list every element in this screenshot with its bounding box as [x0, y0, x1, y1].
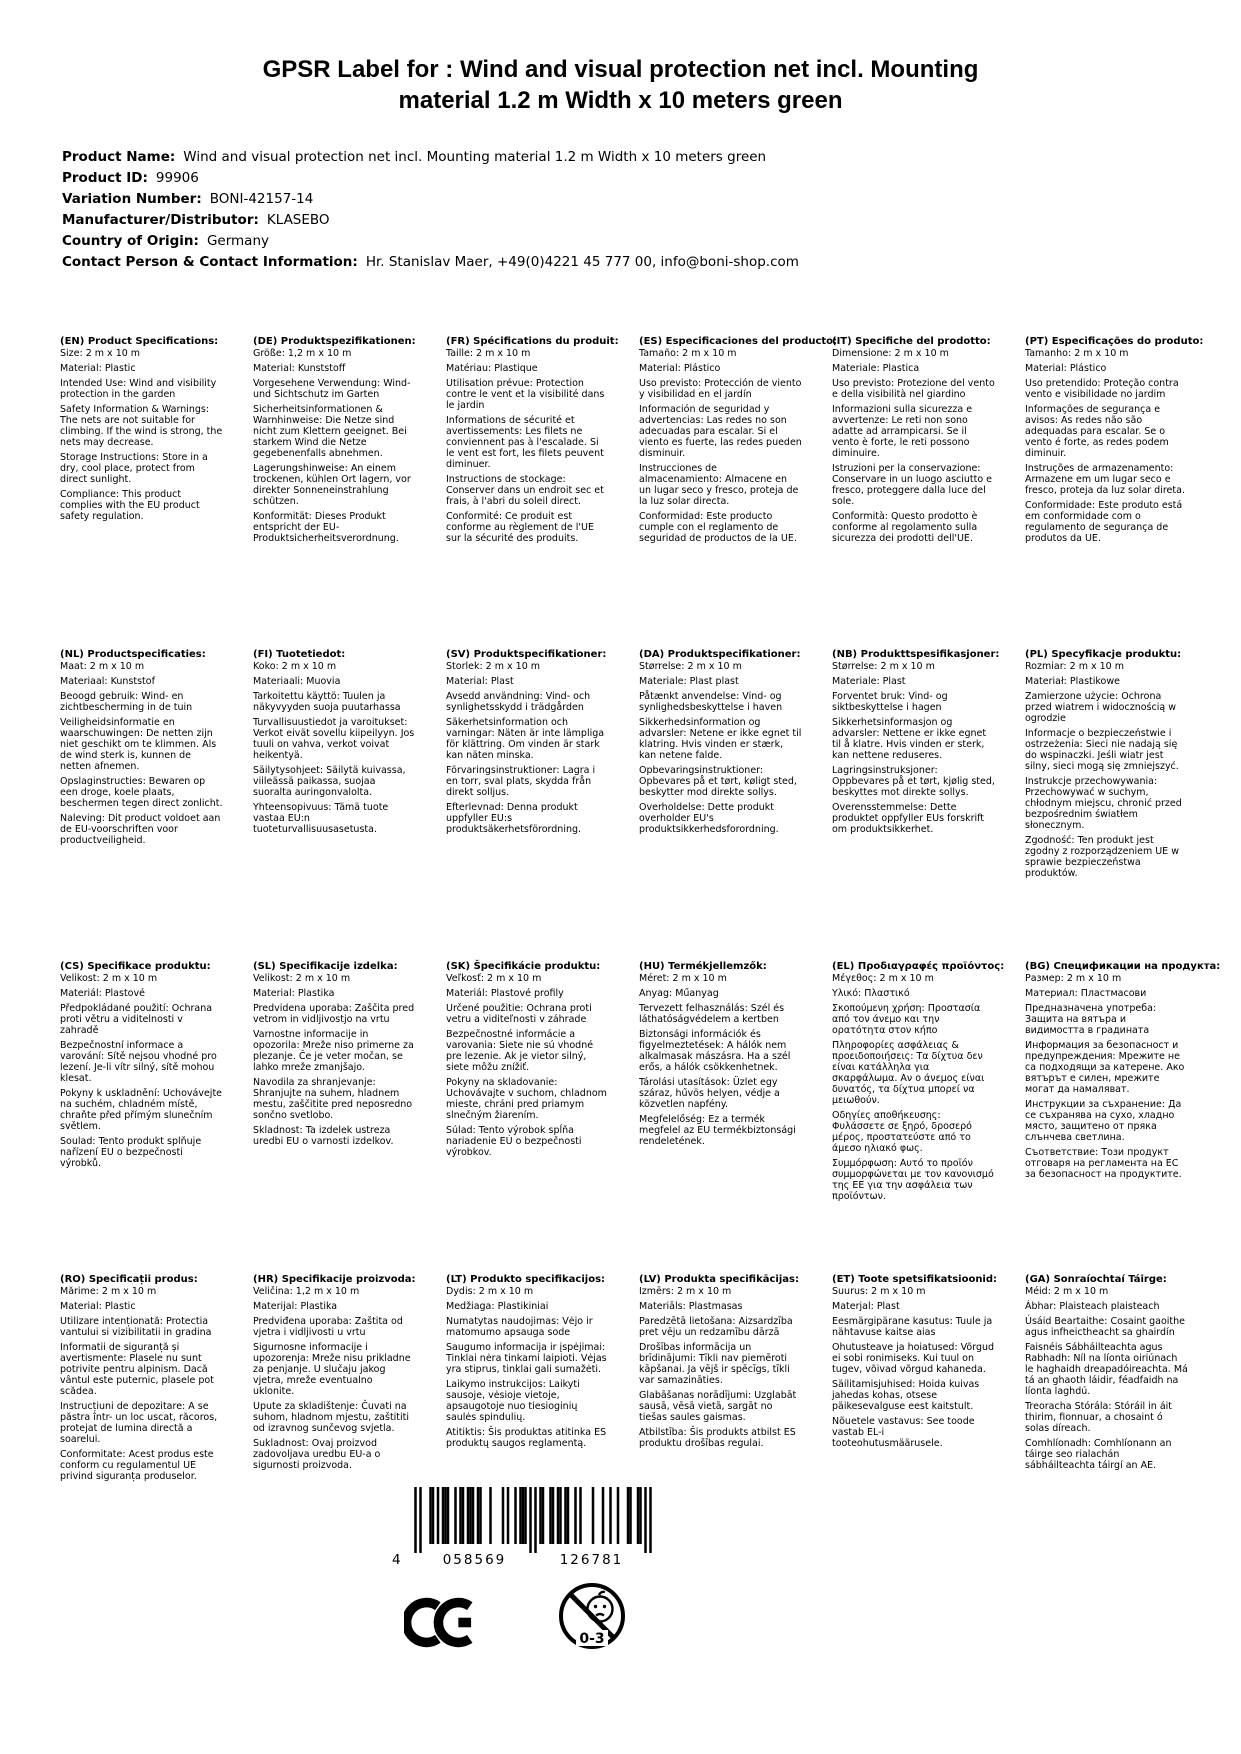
spec-paragraph: Uso pretendido: Proteção contra vento e visibilidade no jardim — [1025, 378, 1179, 400]
spec-paragraph: Instructions de stockage: Conserver dans un endroit sec et frais, à l'abri du soleil direct. — [446, 474, 604, 507]
product-info-value: KLASEBO — [266, 212, 330, 228]
spec-paragraph: Utilisation prévue: Protection contre le vent et la visibilité dans le jardin — [446, 378, 605, 411]
spec-header: (EL) Προδιαγραφές προϊόντος: — [832, 961, 1005, 972]
spec-paragraph: Informazioni sulla sicurezza e avvertenze: Le reti non sono adatte ad arrampicarsi. Se il vento è forte, le reti possono diminuire. — [832, 404, 973, 459]
spec-paragraph: Οδηγίες αποθήκευσης: Φυλάσσετε σε ξηρό, δροσερό μέρος, προστατεύστε από το άμεσο ηλιακό φως. — [832, 1110, 972, 1154]
spec-paragraph: Materijal: Plastika — [253, 1300, 338, 1312]
spec-paragraph: Maat: 2 m x 10 m — [60, 660, 145, 672]
spec-paragraph: Materiāls: Plastmasas — [639, 1300, 743, 1312]
spec-block-hu — [639, 961, 802, 1274]
spec-paragraph: Méret: 2 m x 10 m — [639, 973, 727, 984]
spec-block-et — [832, 1273, 998, 1587]
spec-paragraph: Größe: 1,2 m x 10 m — [253, 348, 352, 359]
spec-paragraph: Tamanho: 2 m x 10 m — [1025, 348, 1129, 359]
spec-paragraph: Conformidade: Este produto está em conformidade com o regulamento de segurança de produtos da UE. — [1025, 500, 1183, 544]
spec-block-fr — [446, 336, 619, 649]
product-info-label: Product ID: — [62, 170, 148, 186]
spec-paragraph: Určené použitie: Ochrana proti vetru a viditeľnosti v záhrade — [446, 1003, 592, 1025]
spec-paragraph: Materiál: Plastové profily — [446, 988, 564, 999]
spec-header: (DE) Produktspezifikationen: — [253, 336, 416, 347]
spec-paragraph: Påtænkt anvendelse: Vind- og synlighedsbeskyttelse i haven — [639, 690, 783, 713]
spec-block-pl — [1025, 649, 1188, 962]
spec-header: (NB) Produkttspesifikasjoner: — [832, 648, 1000, 660]
spec-paragraph: Soulad: Tento produkt splňuje nařízení EU o bezpečnosti výrobků. — [60, 1136, 202, 1169]
spec-grid — [60, 336, 1221, 1586]
spec-paragraph: Sigurnosne informacije i upozorenja: Mreže nisu prikladne za penjanje. U slučaju jakog vjetra, mreže eventualno uklonite. — [253, 1341, 411, 1397]
spec-paragraph: Tervezett felhasználás: Szél és láthatóságvédelem a kertben — [639, 1003, 785, 1025]
spec-paragraph: Instrucțiuni de depozitare: A se păstra într- un loc uscat, răcoros, protejat de lumina directă a soarelui. — [60, 1400, 218, 1445]
spec-block-de — [253, 336, 416, 649]
spec-paragraph: Συμμόρφωση: Αυτό το προϊόν συμμορφώνεται με τον κανονισμό της ΕΕ για την ασφάλεια των προϊόντων. — [832, 1158, 994, 1202]
spec-paragraph: Méid: 2 m x 10 m — [1025, 1285, 1109, 1297]
spec-header: (SK) Špecifikácie produktu: — [446, 961, 601, 972]
spec-paragraph: Υλικό: Πλαστικό — [832, 988, 910, 999]
page-title-text: GPSR Label for : Wind and visual protection net incl. Mounting material 1.2 m Width x 10 meters green — [262, 56, 979, 114]
spec-paragraph: Uso previsto: Protección de viento y visibilidad en el jardín — [639, 378, 802, 400]
product-info-value: BONI-42157-14 — [209, 191, 314, 207]
product-info — [62, 147, 1181, 273]
product-info-value: Germany — [206, 233, 269, 249]
spec-paragraph: Размер: 2 m x 10 m — [1025, 973, 1122, 984]
product-info-value: Hr. Stanislav Maer, +49(0)4221 45 777 00, info@boni-shop.com — [365, 254, 799, 270]
spec-header: (RO) Specificații produs: — [60, 1273, 198, 1285]
spec-block-bg — [1025, 961, 1221, 1274]
spec-paragraph: Størrelse: 2 m x 10 m — [832, 660, 935, 672]
spec-paragraph: Πληροφορίες ασφάλειας & προειδοποιήσεις: Τα δίχτυα δεν είναι κατάλληλα για σκαρφάλωμα. Αν ο άνεμος είναι δυνατός, τα δίχτυα μπορεί να μειωθούν. — [832, 1040, 985, 1106]
spec-header: (NL) Productspecificaties: — [60, 648, 206, 660]
spec-paragraph: Predviđena uporaba: Zaštita od vjetra i vidljivosti u vrtu — [253, 1315, 403, 1338]
spec-paragraph: Conformidad: Este producto cumple con el reglamento de seguridad de productos de la UE. — [639, 511, 797, 544]
spec-paragraph: Materiał: Plastikowe — [1025, 675, 1120, 687]
spec-paragraph: Materjal: Plast — [832, 1300, 900, 1312]
spec-paragraph: Megfelelőség: Ez a termék megfelel az EU termékbiztonsági rendeletének. — [639, 1114, 796, 1147]
spec-paragraph: Säilytysohjeet: Säilytä kuivassa, viileässä paikassa, suojaa suoralta auringonvalolta. — [253, 764, 406, 798]
spec-paragraph: Laikymo instrukcijos: Laikyti sausoje, vėsioje vietoje, apsaugotoje nuo tiesioginių saulės spindulių. — [446, 1378, 580, 1423]
spec-paragraph: Säilitamisjuhised: Hoida kuivas jahedas kohas, otsese päikesevalguse eest kaitstult. — [832, 1378, 980, 1412]
spec-paragraph: Glabāšanas norādījumi: Uzglabāt sausā, vēsā vietā, sargāt no tiešas saules gaismas. — [639, 1389, 797, 1423]
spec-paragraph: Paredzētā lietošana: Aizsardzība pret vēju un redzamību dārzā — [639, 1315, 793, 1338]
spec-block-el — [832, 961, 1005, 1274]
spec-paragraph: Skladnost: Ta izdelek ustreza uredbi EU o varnosti izdelkov. — [253, 1125, 394, 1147]
spec-paragraph: Treoracha Stórála: Stóráil in áit thirim, fionnuar, a chosaint ó solas díreach. — [1025, 1400, 1173, 1434]
spec-paragraph: Intended Use: Wind and visibility protection in the garden — [60, 378, 217, 400]
spec-paragraph: Materiál: Plastové — [60, 988, 145, 999]
spec-paragraph: Forventet bruk: Vind- og siktbeskyttelse i hagen — [832, 690, 948, 713]
spec-paragraph: Zgodność: Ten produkt jest zgodny z rozporządzeniem UE w sprawie bezpieczeństwa produktów. — [1025, 834, 1179, 879]
spec-header: (LT) Produkto specifikacijos: — [446, 1273, 606, 1285]
spec-paragraph: Предназначена употреба: Защита на вятъра и видимостта в градината — [1025, 1003, 1157, 1036]
spec-paragraph: Pokyny k uskladnění: Uchovávejte na suchém, chladném místě, chraňte před přímým slunečním světlem. — [60, 1088, 223, 1132]
spec-paragraph: Utilizare intenționată: Protectia vantului si vizibilitatii in gradina — [60, 1315, 212, 1338]
spec-header: (ET) Toote spetsifikatsioonid: — [832, 1273, 998, 1285]
spec-paragraph: Μέγεθος: 2 m x 10 m — [832, 973, 934, 984]
spec-block-en — [60, 336, 223, 649]
spec-paragraph: Sukladnost: Ovaj proizvod zadovoljava uredbu EU-a o sigurnosti proizvoda. — [253, 1437, 381, 1471]
spec-paragraph: Ábhar: Plaisteach plaisteach — [1025, 1300, 1160, 1312]
spec-block-pt — [1025, 336, 1204, 649]
spec-paragraph: Atitiktis: Šis produktas atitinka ES produktų saugos reglamentą. — [446, 1426, 607, 1449]
spec-paragraph: Uso previsto: Protezione del vento e della visibilità nel giardino — [832, 378, 995, 400]
product-info-value: Wind and visual protection net incl. Mounting material 1.2 m Width x 10 meters green — [183, 149, 767, 165]
spec-paragraph: Drošības informācija un brīdinājumi: Tīkli nav piemēroti kāpšanai. Ja vējš ir spēcīgs, tīkli var samazināties. — [639, 1341, 790, 1386]
spec-header: (BG) Спецификации на продукта: — [1025, 961, 1221, 972]
spec-paragraph: Instrucciones de almacenamiento: Almacene en un lugar seco y fresco, proteja de la luz solar directa. — [639, 463, 799, 507]
product-info-line — [62, 189, 1181, 210]
spec-paragraph: Material: Plástico — [639, 363, 721, 374]
spec-paragraph: Izmērs: 2 m x 10 m — [639, 1285, 732, 1297]
spec-paragraph: Súlad: Tento výrobok spĺňa nariadenie EÚ o bezpečnosti výrobkov. — [446, 1125, 582, 1158]
spec-paragraph: Taille: 2 m x 10 m — [446, 348, 531, 359]
spec-header: (SV) Produktspecifikationer: — [446, 648, 607, 660]
spec-header: (HU) Termékjellemzők: — [639, 961, 767, 972]
spec-block-fi — [253, 649, 416, 962]
spec-paragraph: Materiale: Plast plast — [639, 675, 739, 687]
spec-header: (HR) Specifikacije proizvoda: — [253, 1273, 416, 1285]
spec-paragraph: Lagringsinstruksjoner: Oppbevares på et tørt, kjølig sted, beskyttes mot direkte sollys. — [832, 764, 995, 798]
barcode-digit-first: 4 — [392, 1552, 401, 1568]
spec-paragraph: Materiale: Plast — [832, 675, 906, 687]
spec-paragraph: Veiligheidsinformatie en waarschuwingen: De netten zijn niet geschikt om te klimmen. Als de wind sterk is, kunnen de netten afnemen. — [60, 716, 217, 772]
spec-paragraph: Overensstemmelse: Dette produktet oppfyller EUs forskrift om produktsikkerhet. — [832, 801, 985, 835]
spec-paragraph: Saugumo informacija ir įspėjimai: Tinklai nėra tinkami laipioti. Vėjas yra stiprus, tinklai gali sumažėti. — [446, 1341, 607, 1375]
spec-paragraph: Dydis: 2 m x 10 m — [446, 1285, 534, 1297]
spec-block-it — [832, 336, 995, 649]
product-info-label: Contact Person & Contact Information: — [62, 254, 358, 270]
spec-paragraph: Material: Plastic — [60, 1300, 136, 1312]
spec-header: (PL) Specyfikacje produktu: — [1025, 648, 1182, 660]
spec-header: (IT) Specifiche del prodotto: — [832, 336, 991, 347]
spec-paragraph: Varnostne informacije in opozorila: Mreže niso primerne za plezanje. Če je veter močan, se lahko mreže zmanjšajo. — [253, 1029, 414, 1073]
spec-paragraph: Suurus: 2 m x 10 m — [832, 1285, 926, 1297]
spec-paragraph: Safety Information & Warnings: The nets are not suitable for climbing. If the wind is strong, the nets may decrease. — [60, 404, 223, 448]
spec-paragraph: Úsáid Beartaithe: Cosaint gaoithe agus infheictheacht sa ghairdín — [1025, 1315, 1186, 1338]
spec-paragraph: Turvallisuustiedot ja varoitukset: Verkot eivät sovellu kiipeilyyn. Jos tuuli on vahva, verkot voivat heikentyä. — [253, 716, 415, 761]
spec-paragraph: Материал: Пластмасови — [1025, 988, 1147, 999]
product-info-line — [62, 252, 1181, 273]
barcode-bars — [414, 1487, 652, 1553]
spec-paragraph: Material: Plast — [446, 675, 514, 687]
barcode-digits-left: 058569 — [442, 1552, 507, 1568]
spec-paragraph: Materiaal: Kunststof — [60, 675, 155, 687]
spec-paragraph: Numatytas naudojimas: Vėjo ir matomumo apsauga sode — [446, 1315, 593, 1338]
spec-paragraph: Koko: 2 m x 10 m — [253, 660, 337, 672]
spec-paragraph: Informatii de siguranță și avertismente: Plasele nu sunt potrivite pentru alpinism. Dacă vântul este puternic, plasele pot scădea. — [60, 1341, 214, 1397]
spec-paragraph: Sikkerhedsinformation og advarsler: Netene er ikke egnet til klatring. Hvis vinden er stærk, kan netene falde. — [639, 716, 802, 761]
spec-paragraph: Bezpečnostné informácie a varovania: Siete nie sú vhodné pre lezenie. Ak je vietor silný, siete môžu znížiť. — [446, 1029, 594, 1073]
age-warning-label: 0-3 — [579, 1631, 605, 1647]
spec-header: (FR) Spécifications du produit: — [446, 336, 619, 347]
spec-block-ga — [1025, 1274, 1188, 1587]
spec-paragraph: Sicherheitsinformationen & Warnhinweise: Die Netze sind nicht zum Klettern geeignet. Bei starkem Wind die Netze gegebenenfalls abnehmen. — [253, 404, 407, 459]
spec-paragraph: Material: Plastika — [253, 988, 335, 999]
ean13-barcode — [392, 1487, 662, 1579]
spec-paragraph: Bezpečnostní informace a varování: Sítě nejsou vhodné pro lezení. Je-li vítr silný, sítě mohou klesat. — [60, 1040, 217, 1084]
spec-header: (LV) Produkta specifikācijas: — [639, 1273, 799, 1285]
spec-paragraph: Velikost: 2 m x 10 m — [253, 973, 351, 984]
spec-paragraph: Informations de sécurité et avertissements: Les filets ne conviennent pas à l'escalade. Si le vent est fort, les filets peuvent diminuer. — [446, 415, 604, 470]
spec-header: (PT) Especificações do produto: — [1025, 336, 1204, 347]
product-info-line — [62, 231, 1181, 252]
spec-paragraph: Navodila za shranjevanje: Shranjujte na suhem, hladnem mestu, zaščitite pred neposredno sončno svetlobo. — [253, 1077, 413, 1121]
spec-block-ro — [60, 1274, 223, 1587]
spec-block-nl — [60, 649, 223, 962]
spec-paragraph: Materiale: Plastica — [832, 363, 920, 374]
spec-paragraph: Instruções de armazenamento: Armazene em um lugar seco e fresco, proteja da luz solar direta. — [1025, 463, 1185, 496]
spec-paragraph: Material: Plástico — [1025, 363, 1107, 374]
product-info-line — [62, 147, 1181, 168]
spec-paragraph: Eesmärgipärane kasutus: Tuule ja nähtavuse kaitse aias — [832, 1315, 993, 1338]
spec-block-lv — [639, 1274, 802, 1587]
spec-paragraph: Size: 2 m x 10 m — [60, 348, 141, 359]
spec-paragraph: Medžiaga: Plastikiniai — [446, 1300, 549, 1312]
spec-paragraph: Conformità: Questo prodotto è conforme al regolamento sulla sicurezza dei prodotti dell'UE. — [832, 511, 978, 544]
spec-paragraph: Storage Instructions: Store in a dry, cool place, protect from direct sunlight. — [60, 452, 208, 485]
spec-block-cs — [60, 961, 223, 1274]
spec-paragraph: Opslaginstructies: Bewaren op een droge, koele plaats, beschermen tegen direct zonlicht. — [60, 775, 223, 809]
spec-paragraph: Nõuetele vastavus: See toode vastab EL-i tooteohutusmäärusele. — [832, 1415, 975, 1449]
spec-header: (CS) Specifikace produktu: — [60, 961, 211, 972]
spec-paragraph: Matériau: Plastique — [446, 363, 538, 374]
spec-paragraph: Veličina: 1,2 m x 10 m — [253, 1285, 360, 1297]
spec-paragraph: Información de seguridad y advertencias: Las redes no son adecuadas para escalar. Si el viento es fuerte, las redes pueden disminuir. — [639, 404, 802, 459]
spec-paragraph: Comhlíonadh: Comhlíonann an táirge seo rialachán sábháilteachta táirgí an AE. — [1025, 1437, 1172, 1471]
spec-paragraph: Velikost: 2 m x 10 m — [60, 973, 158, 984]
spec-paragraph: Konformität: Dieses Produkt entspricht der EU-Produktsicherheitsverordnung. — [253, 511, 399, 544]
spec-paragraph: Predvidena uporaba: Zaščita pred vetrom in vidljivostjo na vrtu — [253, 1003, 415, 1025]
spec-paragraph: Инструкции за съхранение: Да се съхранява на сухо, хладно място, защитено от пряка слънчева светлина. — [1025, 1099, 1182, 1143]
spec-paragraph: Materiaali: Muovia — [253, 675, 341, 687]
spec-paragraph: Biztonsági információk és figyelmeztetések: A hálók nem alkalmasak mászásra. Ha a szél erős, a hálók csökkenhetnek. — [639, 1029, 791, 1073]
product-info-line — [62, 210, 1181, 231]
spec-header: (EN) Product Specifications: — [60, 336, 219, 347]
spec-paragraph: Efterlevnad: Denna produkt uppfyller EU:s produktsäkerhetsförordning. — [446, 801, 582, 835]
product-info-label: Product Name: — [62, 149, 176, 165]
spec-block-sl — [253, 961, 416, 1274]
spec-paragraph: Informacje o bezpieczeństwie i ostrzeżenia: Sieci nie nadają się do wspinaczki. Jeśli wiatr jest silny, sieci mogą się zmniejszyć. — [1025, 727, 1179, 772]
barcode-digits-right: 126781 — [559, 1552, 624, 1568]
spec-paragraph: Sikkerhetsinformasjon og advarsler: Nettene er ikke egnet til å klatre. Hvis vinden er sterk, kan nettene reduseres. — [832, 716, 987, 761]
spec-block-sk — [446, 961, 609, 1274]
spec-paragraph: Lagerungshinweise: An einem trockenen, kühlen Ort lagern, vor direkter Sonneneinstrahlung schützen. — [253, 463, 411, 507]
product-info-label: Country of Origin: — [62, 233, 199, 249]
spec-block-es — [639, 336, 838, 649]
product-info-label: Manufacturer/Distributor: — [62, 212, 259, 228]
age-warning-icon — [556, 1580, 628, 1656]
spec-paragraph: Conformitate: Acest produs este conform cu regulamentul UE privind siguranța produselor. — [60, 1448, 214, 1482]
spec-paragraph: Rozmiar: 2 m x 10 m — [1025, 660, 1124, 672]
spec-header: (FI) Tuotetiedot: — [253, 648, 346, 660]
spec-paragraph: Předpokládané použití: Ochrana proti větru a viditelnosti v zahradě — [60, 1003, 213, 1036]
spec-paragraph: Förvaringsinstruktioner: Lagra i en torr, sval plats, skydda från direkt solljus. — [446, 764, 596, 798]
product-info-line — [62, 168, 1181, 189]
spec-paragraph: Instrukcje przechowywania: Przechowywać w suchym, chłodnym miejscu, chronić przed bezpośrednim światłem słonecznym. — [1025, 775, 1182, 831]
product-info-value: 99906 — [155, 170, 199, 186]
spec-paragraph: Σκοπούμενη χρήση: Προστασία από τον άνεμο και την ορατότητα στον κήπο — [832, 1003, 981, 1036]
spec-paragraph: Material: Plastic — [60, 363, 136, 374]
spec-paragraph: Mărime: 2 m x 10 m — [60, 1285, 157, 1297]
spec-header: (ES) Especificaciones del producto: — [639, 336, 838, 347]
spec-paragraph: Størrelse: 2 m x 10 m — [639, 660, 742, 672]
spec-header: (DA) Produktspecifikationer: — [639, 648, 801, 660]
spec-paragraph: Yhteensopivuus: Tämä tuote vastaa EU:n tuoteturvallisuusasetusta. — [253, 801, 389, 835]
spec-paragraph: Zamierzone użycie: Ochrona przed wiatrem i widocznością w ogrodzie — [1025, 690, 1176, 724]
spec-paragraph: Istruzioni per la conservazione: Conservare in un luogo asciutto e fresco, proteggere dalla luce del sole. — [832, 463, 993, 507]
spec-paragraph: Avsedd användning: Vind- och synlighetsskydd i trädgården — [446, 690, 591, 713]
spec-paragraph: Tamaño: 2 m x 10 m — [639, 348, 737, 359]
spec-paragraph: Storlek: 2 m x 10 m — [446, 660, 541, 672]
spec-paragraph: Dimensione: 2 m x 10 m — [832, 348, 949, 359]
spec-paragraph: Съответствие: Този продукт отговаря на регламента на ЕС за безопасност на продуктите. — [1025, 1147, 1182, 1180]
spec-paragraph: Upute za skladištenje: Čuvati na suhom, hladnom mjestu, zaštititi od izravnog sunčevog svjetla. — [253, 1400, 410, 1434]
spec-paragraph: Atbilstība: Šis produkts atbilst ES produktu drošības regulai. — [639, 1426, 796, 1449]
spec-paragraph: Ohutusteave ja hoiatused: Võrgud ei sobi ronimiseks. Kui tuul on tugev, võivad võrgud kahaneda. — [832, 1341, 995, 1375]
spec-block-sv — [446, 649, 609, 962]
spec-paragraph: Faisnéis Sábháilteachta agus Rabhadh: Níl na líonta oiriúnach le haghaidh dreapadóireachta. Má tá an ghaoth láidir, féadfaidh na líonta laghdú. — [1025, 1341, 1188, 1397]
spec-paragraph: Opbevaringsinstruktioner: Opbevares på et tørt, køligt sted, beskytter mod direkte sollys. — [639, 764, 797, 798]
spec-paragraph: Conformité: Ce produit est conforme au règlement de l'UE sur la sécurité des produits. — [446, 511, 594, 544]
ce-mark-icon — [404, 1597, 484, 1652]
spec-paragraph: Информация за безопасност и предупреждения: Мрежите не са подходящи за катерене. Ако вятърът е силен, мрежите могат да намаляват. — [1025, 1040, 1185, 1095]
spec-paragraph: Tárolási utasítások: Üzlet egy száraz, hűvös helyen, védje a közvetlen napfény. — [639, 1077, 780, 1110]
spec-paragraph: Anyag: Műanyag — [639, 988, 719, 999]
spec-paragraph: Overholdelse: Dette produkt overholder EU's produktsikkerhedsforordning. — [639, 801, 779, 835]
spec-paragraph: Pokyny na skladovanie: Uchovávajte v suchom, chladnom mieste, chráni pred priamym slnečným žiarením. — [446, 1077, 607, 1121]
spec-header: (SL) Specifikacije izdelka: — [253, 961, 398, 972]
spec-paragraph: Informações de segurança e avisos: As redes não são adequadas para escalar. Se o vento é forte, as redes podem diminuir. — [1025, 404, 1169, 459]
page-title — [0, 54, 1241, 116]
product-info-label: Variation Number: — [62, 191, 202, 207]
spec-paragraph: Tarkoitettu käyttö: Tuulen ja näkyvyyden suoja puutarhassa — [253, 690, 401, 713]
spec-block-da — [639, 649, 802, 962]
spec-paragraph: Naleving: Dit product voldoet aan de EU-voorschriften voor productveiligheid. — [60, 812, 221, 846]
spec-paragraph: Material: Kunststoff — [253, 363, 346, 374]
spec-header: (GA) Sonraíochtaí Táirge: — [1025, 1273, 1167, 1285]
spec-paragraph: Veľkosť: 2 m x 10 m — [446, 973, 542, 984]
spec-paragraph: Compliance: This product complies with the EU product safety regulation. — [60, 489, 200, 522]
spec-paragraph: Beoogd gebruik: Wind- en zichtbescherming in de tuin — [60, 690, 193, 713]
spec-block-nb — [832, 648, 1000, 962]
spec-paragraph: Vorgesehene Verwendung: Wind- und Sichtschutz im Garten — [253, 378, 411, 400]
spec-paragraph: Säkerhetsinformation och varningar: Näten är inte lämpliga för klättring. Om vinden är stark kan näten minska. — [446, 716, 605, 761]
